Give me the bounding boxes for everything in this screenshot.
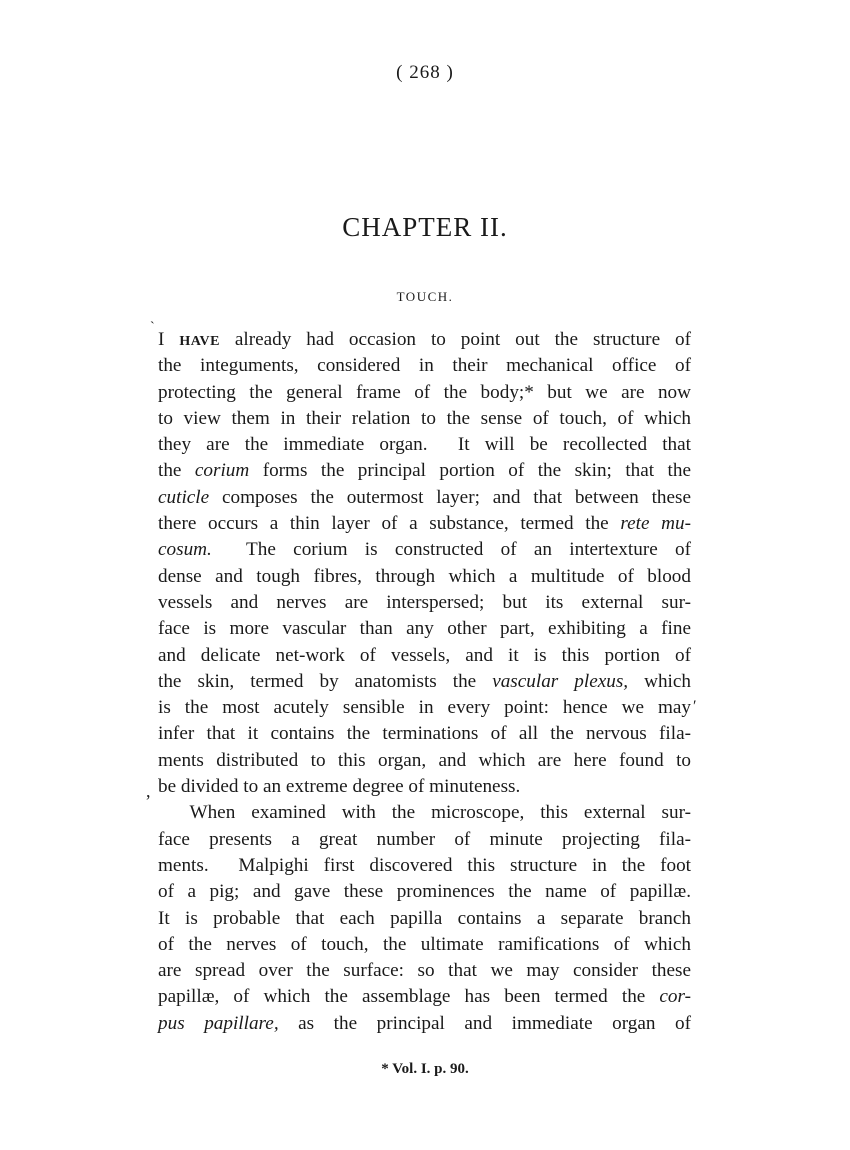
text-line — [158, 511, 691, 537]
text-line — [158, 695, 691, 721]
text-segment: already had occasion to point out the structure of — [219, 329, 691, 350]
italic-term: cuticle — [158, 486, 210, 508]
italic-term: pus papillare, — [158, 1012, 279, 1034]
text-line — [158, 958, 691, 984]
text-line — [158, 353, 691, 379]
text-segment: are spread over the surface: so that we may consider these — [158, 960, 691, 982]
text-segment: When examined with the microscope, this external sur- — [158, 802, 691, 824]
text-segment: I — [158, 329, 180, 350]
text-line — [158, 406, 691, 432]
text-segment: the — [158, 460, 195, 482]
text-segment: be divided to an extreme degree of minuteness. — [158, 776, 521, 798]
text-line — [158, 590, 691, 616]
text-segment: dense and tough fibres, through which a multitude of blood — [158, 565, 691, 587]
footnote: * Vol. I. p. 90. — [381, 1061, 469, 1077]
text-segment: protecting the general frame of the body;* but we are now — [158, 381, 691, 403]
text-segment: infer that it contains the terminations of all the nervous fila- — [158, 723, 691, 745]
margin-dot-mark: , — [146, 781, 151, 801]
text-line — [158, 827, 691, 853]
small-caps-word: HAVE — [179, 334, 220, 349]
text-line — [158, 879, 691, 905]
text-line — [158, 748, 691, 774]
italic-term: cosum. — [158, 539, 212, 561]
text-line — [158, 643, 691, 669]
text-line — [158, 721, 691, 747]
text-segment: the integuments, considered in their mechanical office of — [158, 355, 691, 377]
text-segment: papillæ, of which the assemblage has been termed the — [158, 986, 660, 1008]
text-segment: the skin, termed by anatomists the — [158, 670, 493, 692]
text-line — [158, 432, 691, 458]
text-line — [158, 327, 691, 353]
text-line — [158, 669, 691, 695]
margin-prime-mark: ′ — [693, 698, 697, 715]
text-segment: composes the outermost layer; and that between these — [209, 486, 691, 508]
text-segment: there occurs a thin layer of a substance, termed the — [158, 513, 621, 535]
italic-term: cor- — [659, 986, 691, 1008]
text-segment: and delicate net-work of vessels, and it is this portion of — [158, 644, 691, 666]
text-line — [158, 853, 691, 879]
text-line — [158, 1011, 691, 1037]
text-line — [158, 485, 691, 511]
text-segment: ments. Malpighi first discovered this structure in the foot — [158, 854, 691, 876]
text-line — [158, 537, 691, 563]
text-segment: It is probable that each papilla contains a separate branch — [158, 907, 691, 929]
italic-term: rete mu- — [620, 513, 691, 535]
text-segment: of the nerves of touch, the ultimate ramifications of which — [158, 933, 691, 955]
text-line — [158, 906, 691, 932]
text-line — [158, 800, 691, 826]
text-segment: to view them in their relation to the sense of touch, of which — [158, 407, 691, 429]
text-segment: face is more vascular than any other part, exhibiting a fine — [158, 618, 691, 640]
text-segment: is the most acutely sensible in every point: hence we may — [158, 697, 691, 719]
text-segment: as the principal and immediate organ of — [278, 1012, 691, 1034]
margin-tick-mark: ` — [150, 320, 155, 335]
text-line — [158, 616, 691, 642]
italic-term: corium — [194, 460, 250, 482]
text-line — [158, 564, 691, 590]
text-segment: face presents a great number of minute projecting fila- — [158, 828, 691, 850]
section-title: TOUCH. — [396, 289, 454, 304]
text-segment: which — [628, 670, 691, 692]
text-line — [158, 458, 691, 484]
italic-term: vascular plexus, — [492, 670, 629, 692]
text-segment: they are the immediate organ. It will be recollected that — [158, 434, 691, 456]
text-segment: of a pig; and gave these prominences the name of papillæ. — [158, 881, 691, 903]
text-line — [158, 984, 691, 1010]
text-line — [158, 380, 691, 406]
text-segment: vessels and nerves are interspersed; but its external sur- — [158, 591, 691, 613]
text-segment: ments distributed to this organ, and which are here found to — [158, 749, 691, 771]
body-text — [158, 327, 691, 1037]
chapter-title: CHAPTER II. — [342, 212, 508, 242]
page-number: ( 268 ) — [396, 62, 454, 83]
text-line — [158, 774, 691, 800]
text-segment: forms the principal portion of the skin; that the — [249, 460, 691, 482]
text-line — [158, 932, 691, 958]
text-segment: The corium is constructed of an intertexture of — [211, 539, 691, 561]
